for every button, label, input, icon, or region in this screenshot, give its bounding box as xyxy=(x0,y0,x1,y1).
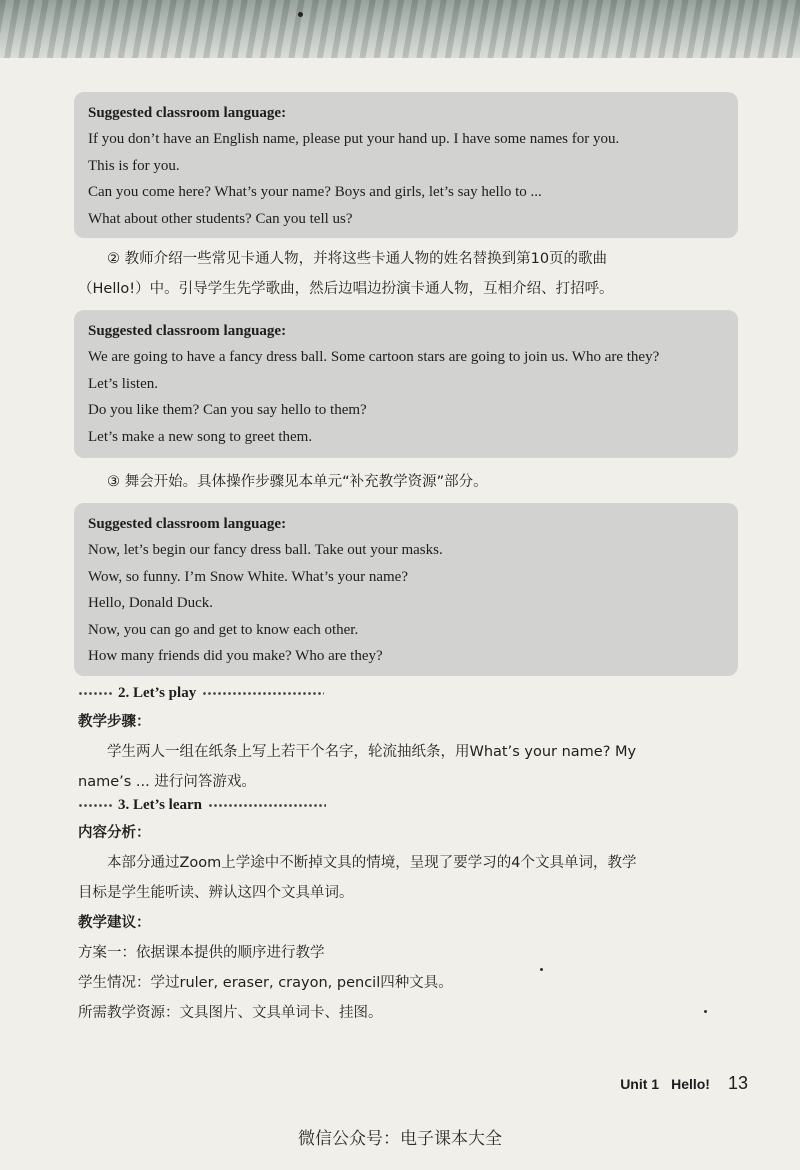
dotted-rule xyxy=(202,691,324,696)
page-footer xyxy=(620,1073,748,1094)
resources-line: 所需教学资源：文具图片、文具单词卡、挂图。 xyxy=(78,1005,383,1021)
classroom-language-box-2 xyxy=(74,310,738,458)
page-number: 13 xyxy=(727,1073,748,1093)
box-line: Wow, so funny. I’m Snow White. What’s your name? xyxy=(88,568,408,585)
ink-speck xyxy=(298,12,303,17)
step-3-paragraph xyxy=(78,467,738,497)
box-line: Now, you can go and get to know each other. xyxy=(88,621,359,638)
header-photo-strip xyxy=(0,0,800,58)
paragraph-line: 本部分通过Zoom上学途中不断掉文具的情境，呈现了要学习的4个文具单词，教学 xyxy=(107,855,637,871)
ink-speck xyxy=(540,968,543,971)
box-line: How many friends did you make? Who are they? xyxy=(88,648,383,664)
dotted-rule xyxy=(78,691,112,696)
box-heading: Suggested classroom language: xyxy=(88,323,287,339)
section-title: 3. Let’s learn xyxy=(118,797,203,813)
section-title: 2. Let’s play xyxy=(118,685,197,701)
paragraph-line: （Hello!）中。引导学生先学歌曲，然后边唱边扮演卡通人物，互相介绍、打招呼。 xyxy=(78,281,614,297)
box-line: This is for you. xyxy=(88,157,180,174)
dotted-rule xyxy=(208,803,326,808)
classroom-language-box-1 xyxy=(74,92,738,238)
paragraph-line: ② 教师介绍一些常见卡通人物，并将这些卡通人物的姓名替换到第10页的歌曲 xyxy=(107,251,608,267)
students-line: 学生情况：学过ruler, eraser, crayon, pencil四种文具。 xyxy=(78,975,453,991)
unit-label: Unit 1 xyxy=(620,1076,660,1092)
classroom-language-box-3 xyxy=(74,503,738,676)
box-line: What about other students? Can you tell us? xyxy=(88,210,353,227)
box-line: Let’s make a new song to greet them. xyxy=(88,428,313,445)
box-line: Can you come here? What’s your name? Boys and girls, let’s say hello to ... xyxy=(88,184,542,200)
plan-line: 方案一：依据课本提供的顺序进行教学 xyxy=(78,945,325,961)
section-2-header xyxy=(78,685,324,702)
box-line: Do you like them? Can you say hello to them? xyxy=(88,402,367,418)
ink-speck xyxy=(704,1010,707,1013)
box-line: Hello, Donald Duck. xyxy=(88,595,213,611)
paragraph-line: 学生两人一组在纸条上写上若干个名字，轮流抽纸条，用What’s your name? My xyxy=(107,744,637,760)
suggestion-label: 教学建议： xyxy=(78,915,151,931)
box-line: If you don’t have an English name, please put your hand up. I have some names for you. xyxy=(88,131,620,147)
step-2-paragraph xyxy=(78,244,738,304)
watermark: 微信公众号：电子课本大全 xyxy=(298,1129,502,1149)
box-line: Let’s listen. xyxy=(88,375,158,392)
paragraph-line: 目标是学生能听读、辨认这四个文具单词。 xyxy=(78,885,354,901)
section-3-body xyxy=(78,818,738,1028)
box-line: We are going to have a fancy dress ball. Some cartoon stars are going to join us. Who are they? xyxy=(88,349,660,365)
analysis-label: 内容分析： xyxy=(78,825,151,841)
section-2-body xyxy=(78,707,738,797)
paragraph-line: name’s ... 进行问答游戏。 xyxy=(78,774,256,790)
box-heading: Suggested classroom language: xyxy=(88,516,287,532)
section-3-header xyxy=(78,797,326,814)
box-line: Now, let’s begin our fancy dress ball. Take out your masks. xyxy=(88,542,443,558)
dotted-rule xyxy=(78,803,112,808)
unit-title: Hello! xyxy=(671,1076,710,1092)
steps-label: 教学步骤： xyxy=(78,714,151,730)
box-heading: Suggested classroom language: xyxy=(88,105,287,121)
paragraph-line: ③ 舞会开始。具体操作步骤见本单元“补充教学资源”部分。 xyxy=(107,474,488,490)
